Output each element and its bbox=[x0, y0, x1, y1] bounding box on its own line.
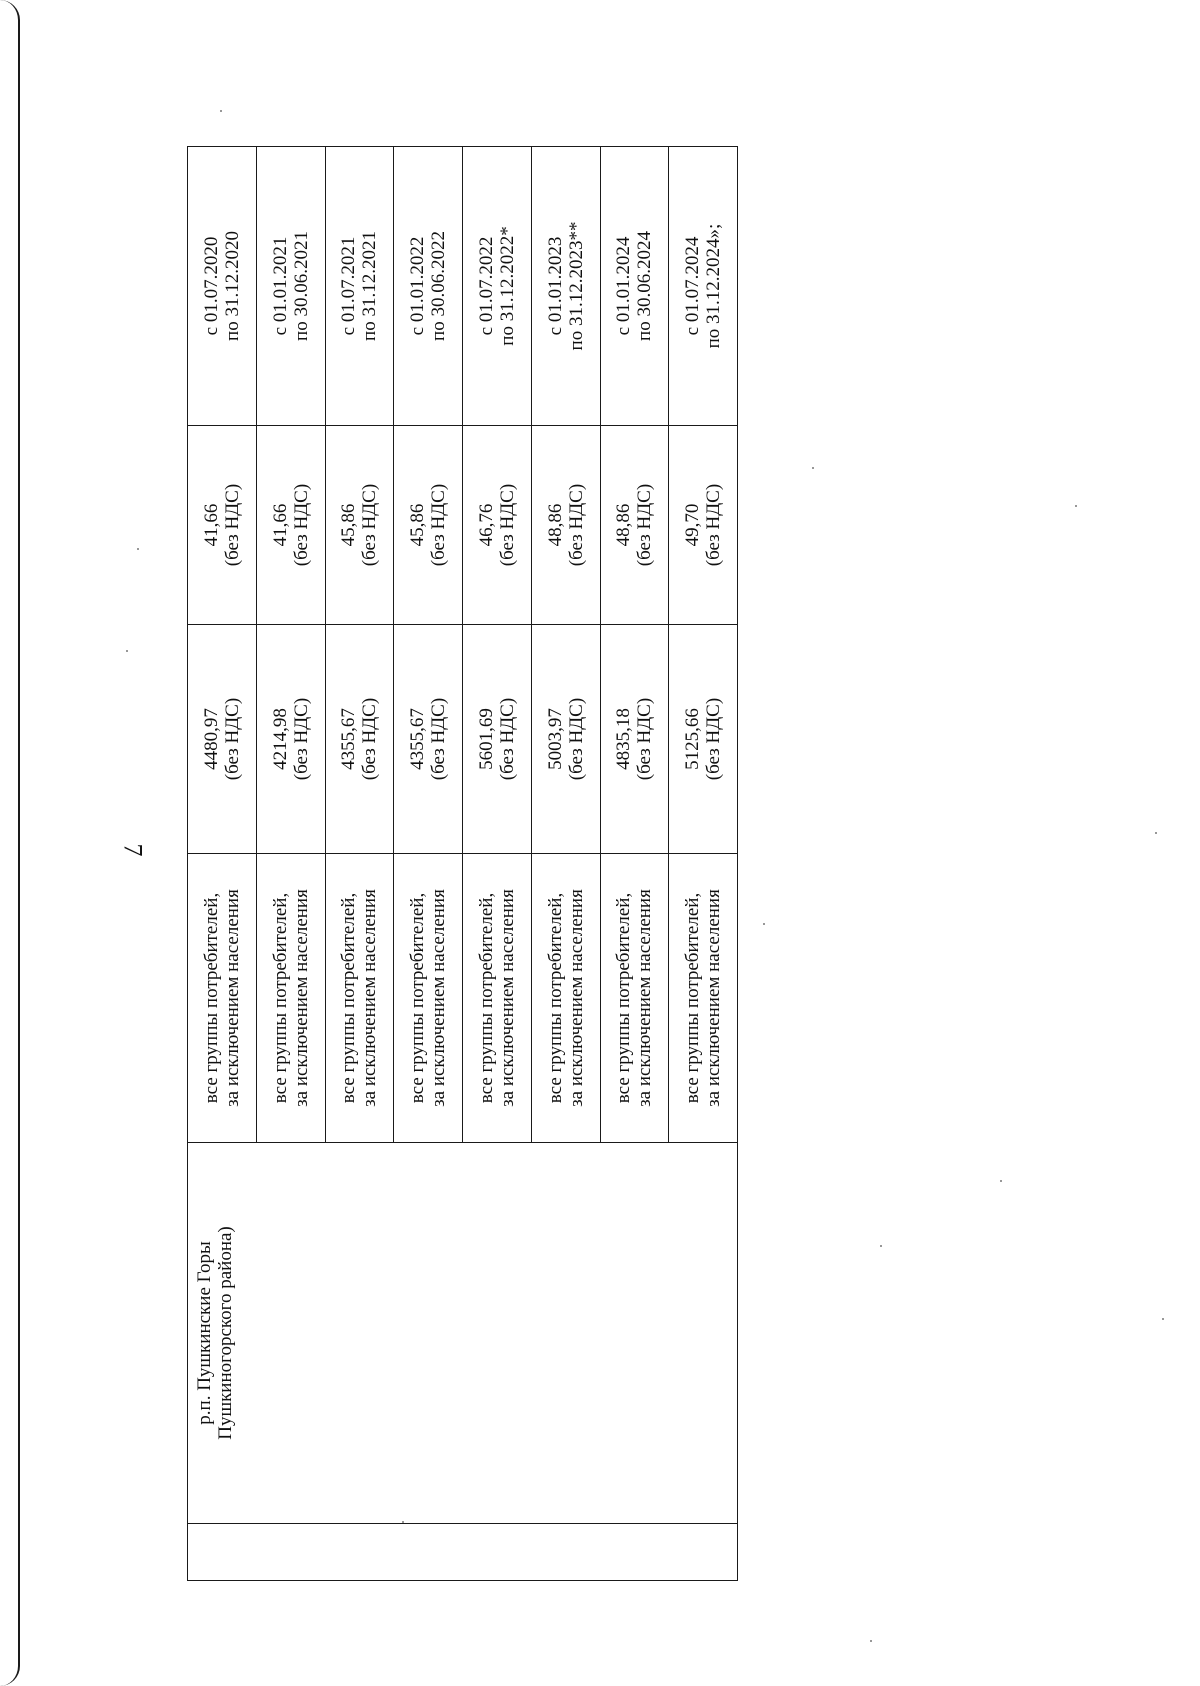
consumer-group-cell-line2: за исключением населения bbox=[634, 889, 656, 1107]
period-cell-line1: с 01.07.2020 bbox=[200, 236, 222, 336]
rate-cell-line2: (без НДС) bbox=[634, 483, 656, 567]
tariff-cell bbox=[256, 625, 325, 854]
tariff-cell-line1: 4480,97 bbox=[200, 708, 222, 770]
period-cell bbox=[394, 147, 463, 426]
rate-cell bbox=[256, 426, 325, 625]
rate-cell bbox=[188, 426, 257, 625]
period-cell-line2: по 30.06.2022 bbox=[428, 231, 450, 341]
rate-cell bbox=[325, 426, 394, 625]
period-cell-line2: по 31.12.2021 bbox=[359, 231, 381, 341]
rate-cell-line1: 45,86 bbox=[407, 503, 429, 547]
consumer-group-cell-line2: за исключением населения bbox=[221, 889, 243, 1107]
rate-cell-line1: 45,86 bbox=[338, 503, 360, 547]
consumer-group-cell-line1: все группы потребителей, bbox=[613, 892, 635, 1104]
consumer-group-cell-line1: все группы потребителей, bbox=[269, 892, 291, 1104]
place-line2: Пушкиногорского района) bbox=[215, 1226, 236, 1440]
row-number-cell bbox=[188, 1524, 738, 1581]
scan-speck bbox=[402, 1521, 404, 1523]
period-cell-line1: с 01.07.2022 bbox=[475, 236, 497, 336]
period-cell-line1: с 01.01.2022 bbox=[407, 236, 429, 336]
period-cell bbox=[188, 147, 257, 426]
rate-cell-line2: (без НДС) bbox=[565, 483, 587, 567]
consumer-group-cell-line2: за исключением населения bbox=[428, 889, 450, 1107]
consumer-group-cell bbox=[325, 854, 394, 1143]
period-cell-line2: по 30.06.2021 bbox=[290, 231, 312, 341]
period-cell bbox=[325, 147, 394, 426]
period-cell-line1: с 01.01.2024 bbox=[613, 236, 635, 336]
scan-speck bbox=[1162, 1318, 1164, 1320]
scan-speck bbox=[880, 1245, 882, 1247]
scan-speck bbox=[763, 923, 765, 925]
consumer-group-cell bbox=[600, 854, 669, 1143]
rotated-table-wrapper bbox=[187, 201, 738, 1581]
period-cell-line2: по 31.12.2020 bbox=[221, 231, 243, 341]
consumer-group-cell bbox=[531, 854, 600, 1143]
rate-cell bbox=[600, 426, 669, 625]
scan-speck bbox=[220, 110, 222, 112]
tariff-cell-line1: 5003,97 bbox=[544, 708, 566, 770]
consumer-group-cell bbox=[669, 854, 738, 1143]
tariff-cell bbox=[669, 625, 738, 854]
scan-page-edge bbox=[0, 0, 20, 1686]
rate-cell-line2: (без НДС) bbox=[221, 483, 243, 567]
period-cell-line1: с 01.01.2021 bbox=[269, 236, 291, 336]
period-cell-line2: по 31.12.2023** bbox=[565, 221, 587, 351]
scan-speck bbox=[126, 650, 128, 652]
rate-cell-line1: 41,66 bbox=[269, 503, 291, 547]
tariff-cell bbox=[463, 625, 532, 854]
consumer-group-cell-line1: все группы потребителей, bbox=[544, 892, 566, 1104]
place-cell bbox=[188, 1143, 738, 1524]
tariff-cell bbox=[325, 625, 394, 854]
scan-speck bbox=[1075, 505, 1077, 507]
period-cell bbox=[256, 147, 325, 426]
tariff-cell bbox=[188, 625, 257, 854]
consumer-group-cell-line2: за исключением населения bbox=[565, 889, 587, 1107]
rate-cell bbox=[463, 426, 532, 625]
place-line1: р.п. Пушкинские Горы bbox=[194, 1241, 215, 1425]
scan-speck bbox=[812, 467, 814, 469]
rate-cell bbox=[394, 426, 463, 625]
tariff-cell-line1: 4355,67 bbox=[338, 708, 360, 770]
tariff-cell-line2: (без НДС) bbox=[290, 697, 312, 781]
rate-cell-line1: 49,70 bbox=[682, 503, 704, 547]
period-cell-line2: по 31.12.2024»; bbox=[703, 223, 725, 349]
tariff-cell-line1: 4355,67 bbox=[407, 708, 429, 770]
scan-speck bbox=[1000, 1180, 1002, 1182]
tariff-cell-line2: (без НДС) bbox=[496, 697, 518, 781]
consumer-group-cell-line1: все группы потребителей, bbox=[407, 892, 429, 1104]
scan-speck bbox=[137, 548, 139, 550]
page-number: 7 bbox=[118, 843, 148, 857]
tariff-cell-line2: (без НДС) bbox=[221, 697, 243, 781]
rate-cell-line1: 48,86 bbox=[544, 503, 566, 547]
tariff-cell-line2: (без НДС) bbox=[359, 697, 381, 781]
period-cell-line2: по 30.06.2024 bbox=[634, 231, 656, 341]
rate-cell-line1: 41,66 bbox=[200, 503, 222, 547]
period-cell-line2: по 31.12.2022* bbox=[496, 226, 518, 346]
tariff-table bbox=[187, 146, 738, 1581]
consumer-group-cell-line1: все группы потребителей, bbox=[682, 892, 704, 1104]
rate-cell bbox=[669, 426, 738, 625]
period-cell-line1: с 01.07.2024 bbox=[682, 236, 704, 336]
consumer-group-cell-line2: за исключением населения bbox=[290, 889, 312, 1107]
consumer-group-cell bbox=[394, 854, 463, 1143]
rate-cell-line2: (без НДС) bbox=[359, 483, 381, 567]
tariff-cell bbox=[531, 625, 600, 854]
tariff-cell bbox=[600, 625, 669, 854]
period-cell bbox=[463, 147, 532, 426]
tariff-cell-line2: (без НДС) bbox=[703, 697, 725, 781]
rate-cell-line1: 46,76 bbox=[475, 503, 497, 547]
tariff-cell bbox=[394, 625, 463, 854]
period-cell-line1: с 01.01.2023 bbox=[544, 236, 566, 336]
period-cell bbox=[600, 147, 669, 426]
rate-cell-line2: (без НДС) bbox=[428, 483, 450, 567]
tariff-cell-line1: 4835,18 bbox=[613, 708, 635, 770]
consumer-group-cell bbox=[188, 854, 257, 1143]
table-row bbox=[188, 147, 257, 1581]
consumer-group-cell-line1: все группы потребителей, bbox=[338, 892, 360, 1104]
tariff-cell-line2: (без НДС) bbox=[634, 697, 656, 781]
rate-cell bbox=[531, 426, 600, 625]
tariff-cell-line2: (без НДС) bbox=[565, 697, 587, 781]
scan-speck bbox=[870, 1640, 872, 1642]
consumer-group-cell-line2: за исключением населения bbox=[703, 889, 725, 1107]
consumer-group-cell bbox=[256, 854, 325, 1143]
rate-cell-line2: (без НДС) bbox=[290, 483, 312, 567]
rate-cell-line2: (без НДС) bbox=[496, 483, 518, 567]
tariff-cell-line1: 5601,69 bbox=[475, 708, 497, 770]
tariff-cell-line1: 4214,98 bbox=[269, 708, 291, 770]
consumer-group-cell-line1: все группы потребителей, bbox=[200, 892, 222, 1104]
tariff-cell-line1: 5125,66 bbox=[682, 708, 704, 770]
period-cell bbox=[669, 147, 738, 426]
scan-speck bbox=[1155, 832, 1157, 834]
consumer-group-cell bbox=[463, 854, 532, 1143]
period-cell bbox=[531, 147, 600, 426]
tariff-cell-line2: (без НДС) bbox=[428, 697, 450, 781]
rate-cell-line1: 48,86 bbox=[613, 503, 635, 547]
rate-cell-line2: (без НДС) bbox=[703, 483, 725, 567]
consumer-group-cell-line2: за исключением населения bbox=[496, 889, 518, 1107]
consumer-group-cell-line2: за исключением населения bbox=[359, 889, 381, 1107]
period-cell-line1: с 01.07.2021 bbox=[338, 236, 360, 336]
consumer-group-cell-line1: все группы потребителей, bbox=[475, 892, 497, 1104]
